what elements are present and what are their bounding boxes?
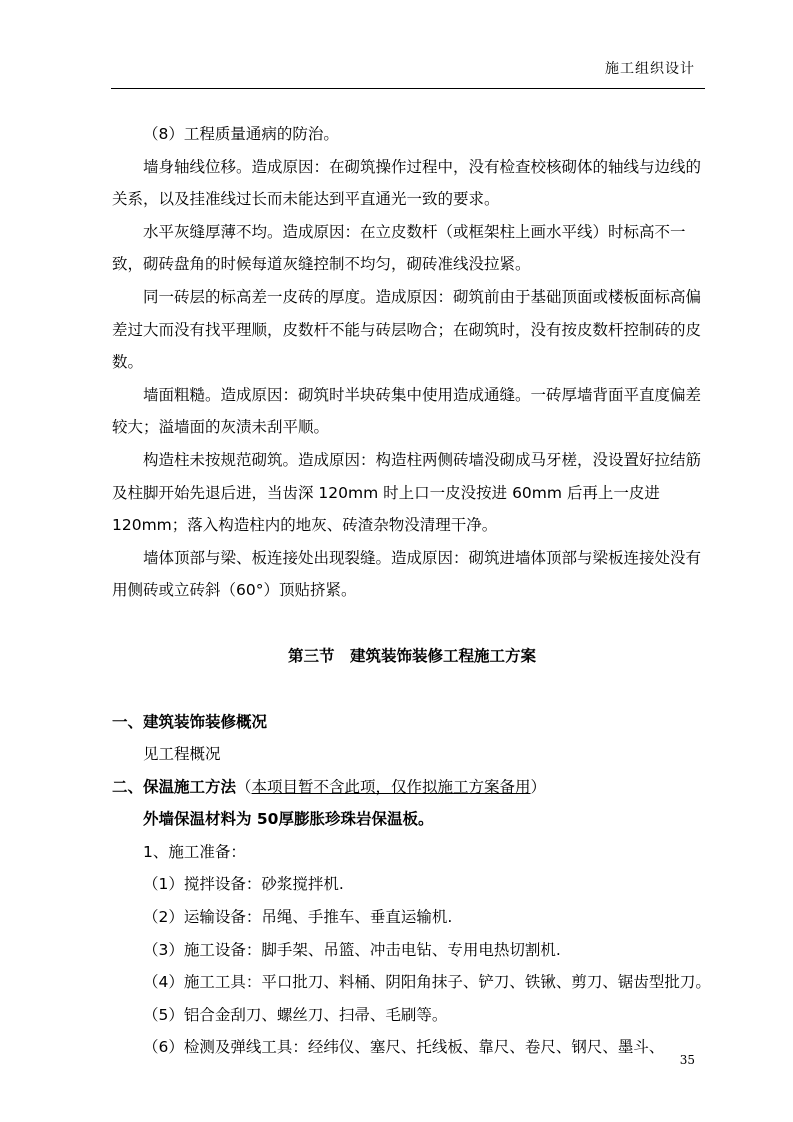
list-item: （2）运输设备：吊绳、手推车、垂直运输机. (143, 908, 453, 927)
paragraph: 见工程概况 (143, 745, 221, 764)
heading-part2 (112, 771, 712, 804)
paragraph: 同一砖层的标高差一皮砖的厚度。造成原因：砌筑前由于基础顶面或楼板面标高偏差过大而没有找平理顺，皮数杆不能与砖层吻合；在砌筑时，没有按皮数杆控制砖的皮数。 (112, 287, 702, 372)
paragraph: 墙面粗糙。造成原因：砌筑时半块砖集中使用造成通缝。一砖厚墙背面平直度偏差较大；溢墙面的灰渍未刮平顺。 (112, 385, 702, 437)
heading-part2-main: 二、保温施工方法 (112, 777, 237, 796)
list-item: （5）铝合金刮刀、螺丝刀、扫帚、毛刷等。 (143, 1005, 448, 1024)
header-title: 施工组织设计 (605, 61, 695, 77)
heading-note-open: （ (236, 777, 252, 796)
paragraph: 墙身轴线位移。造成原因：在砌筑操作过程中，没有检查校核砌体的轴线与边线的关系，以及挂准线过长而未能达到平直通光一致的要求。 (112, 157, 702, 209)
header-divider (111, 88, 705, 89)
paragraph: 水平灰缝厚薄不均。造成原因：在立皮数杆（或框架柱上画水平线）时标高不一致，砌砖盘角的时候每道灰缝控制不均匀，砌砖准线没拉紧。 (112, 222, 686, 274)
list-item: （3）施工设备：脚手架、吊篮、冲击电钻、专用电热切割机. (143, 940, 561, 959)
heading-part2-note: 本项目暂不含此项，仅作拟施工方案备用 (251, 777, 531, 796)
document-body (112, 118, 712, 1064)
heading-part1: 一、建筑装饰装修概况 (112, 712, 268, 731)
material-line: 外墙保温材料为 50厚膨胀珍珠岩保温板。 (143, 810, 434, 829)
section-title: 第三节 建筑装饰装修工程施工方案 (287, 646, 536, 665)
list-item: （6）检测及弹线工具：经纬仪、塞尺、托线板、靠尺、卷尺、钢尺、墨斗、 (143, 1038, 665, 1057)
list-item: （4）施工工具：平口批刀、料桶、阴阳角抹子、铲刀、铁锹、剪刀、锯齿型批刀。 (143, 973, 711, 992)
paragraph: 墙体顶部与梁、板连接处出现裂缝。造成原因：砌筑进墙体顶部与梁板连接处没有用侧砖或立砖斜（60°）顶贴挤紧。 (112, 548, 702, 600)
list-item: （1）搅拌设备：砂浆搅拌机. (143, 875, 344, 894)
paragraph: 构造柱未按规范砌筑。造成原因：构造柱两侧砖墙没砌成马牙槎，没设置好拉结筋及柱脚开始先退后进，当齿深 120mm 时上口一皮没按进 60mm 后再上一皮进 120mm；落入构造柱内的地灰、砖渣杂物没清理干净。 (112, 450, 702, 535)
heading-note-close: ） (530, 777, 547, 796)
prep-title: 1、施工准备： (143, 842, 246, 861)
page-number: 35 (679, 1053, 695, 1067)
paragraph: （8）工程质量通病的防治。 (143, 125, 339, 143)
